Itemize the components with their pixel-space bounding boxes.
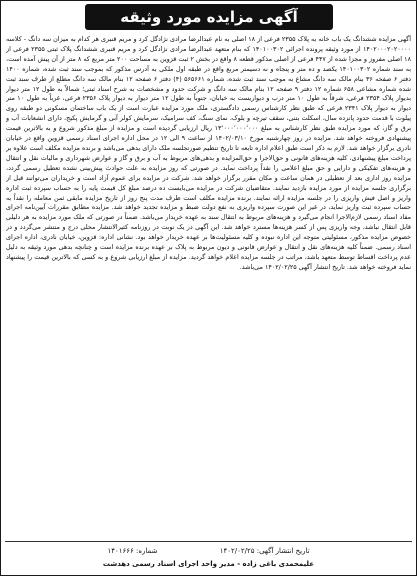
title-banner (85, 4, 333, 30)
publication-date: تاریخ انتشار آگهی: ۱۴۰۲/۰۲/۲۵ (219, 547, 310, 555)
notice-body: آگهی مزایده ششدانگ یک باب خانه به پلاک ۲۳۵۵ فرعی از ۱۸ اصلی به نام عبدالرضا مرادی نژادگل کرد و مریم قنبری هر کدام به میزان سه دانگ - کلاسه ۱۴۰۲۰۰۰۲۰۲۰۰۰۰ از مورد وثیقه پرونده اجرائی ۱۴۰۱۰۰۳۰۲ که بنام متعهد عبدالرضا مرادی نژادگل کرد و مریم قنبری ششدانگ پلاک ثبتی ۲۳۵۵ فرعی از ۱۸ اصلی مفروز و مجزا شده از ۴۴۷ فرعی از اصلی مذکور قطعه ۸ واقع در بخش ۲ ثبت قزوین به مساحت ۲۰۰ متر مربع که ۸ متر از آن پیش آمده است، به سند شماره ۱۴۰۱۰۰۳۰۲ یکصد و ده متر و پنجاه و نه دسیمتر مربع واقع در طبقه اول ملکی به آدرس مذکور که بموجب سند ثبت شده، شماره ۱۴۰۰ دفتر ۶ صفحه ۳۶ بنام مالک سه دانگ مشاع به موجب سند ثبت شده، شماره ۵۶۵۶۶۱ (۴) دفتر ۶ صفحه ۱۲ بنام مالک سه دانگ مطلع از طرف سند ثبت شده شماره مشاعی ۶۵۸ شماره ۱۲ دفتر ۹ صفحه ۱۲ بنام مالک سه دانگ و شرکت حدود و مشخصات به شرح اسناد ثبتی؛ شمالاً به طول ۱۲ متر دیوار بدیوار پلاک ۲۳۵۴ فرعی، شرقاً به طول ۱۰ متر درب و دیواریست به خیابان، جنوباً به طول ۱۲ متر دیوار به دیوار پلاک ۲۳۵۶ فرعی، غرباً به طول ۱۰ متر دیوار به دیوار پلاک ۲۳۴۱ فرعی که طبق نظر کارشناس رسمی دادگستری، ملک مورد مزایده عبارت است از یک باب ساختمان مسکونی دو طبقه روی پیلوت با قدمت حدود پانزده سال، اسکلت بتنی، سقف تیرچه و بلوک، نمای سنگ، کف سرامیک، سرمایش کولر آبی و گرمایش پکیج، دارای انشعابات آب و برق و گاز، که مورد مزایده طبق نظر کارشناس به مبلغ ۱۳٬۰۰۰٬۰۰۰٬۰۰۰ ریال ارزیابی گردیده است و مزایده از مبلغ مذکور شروع و به بالاترین قیمت پیشنهادی فروخته خواهد شد. مزایده در روز چهارشنبه مورخ ۱۴۰۲/۰۳/۱۰ از ساعت ۹ الی ۱۲ در محل اداره اجرای اسناد رسمی قزوین واقع در خیابان نادری برگزار خواهد شد. لازم به ذکر است طبق اعلام اداره تابعه تا تاریخ تنظیم صورتجلسه ملک دارای بدهی می‌باشد و برنده مزایده مکلف است علاوه بر پرداخت مبلغ پیشنهادی، کلیه هزینه‌های قانونی و حق‌الاجرا و حق‌المزایده و بدهی‌های مربوط به آب و برق و گاز و عوارض شهرداری و مالیات نقل و انتقال و هزینه‌های تفکیکی و دارایی و حق مبلغ اعلامی را نقداً پرداخت نماید. در صورتی که روز مزایده به علت حوادث پیش‌بینی نشده تعطیل رسمی گردد، مزایده روز اداری بعد از تعطیلی در همان ساعت و مکان مقرر برگزار خواهد شد. شرکت در مزایده برای عموم آزاد است و خریداران می‌توانند قبل از برگزاری جلسه مزایده از مورد مزایده بازدید نمایند. متقاضیان شرکت در مزایده می‌بایست ده درصد مبلغ کل قیمت پایه را به حساب سپرده ثبت اداره واریز و اصل فیش واریزی را در جلسه مزایده ارائه نمایند. برنده مزایده مکلف است ظرف مدت پنج روز از تاریخ مزایده مابقی ثمن معامله را نقداً به حساب سپرده ثبت واریز نماید، در غیر این صورت سپرده واریزی به نفع دولت ضبط و مزایده تجدید خواهد شد. مزایده مطابق مقررات آیین‌نامه اجرای مفاد اسناد رسمی لازم‌الاجرا انجام می‌گیرد و هزینه‌های مربوط به انتقال سند به عهده خریدار می‌باشد. ضمناً در صورتی که ملک مورد مزایده به هر دلیلی قابل انتقال نباشد، وجه واریزی پس از کسر هزینه‌ها مسترد خواهد شد. این آگهی در یک نوبت در روزنامه کثیرالانتشار محلی درج و منتشر می‌گردد و در خصوص مزایده مذکور، مسئولیتی متوجه این اداره نبوده و کلیه مسئولیت‌ها بر عهده خریدار خواهد بود. نشانی اداره: قزوین، خیابان نادری، اداره اجرای اسناد رسمی. ضمناً کلیه هزینه‌های نقل و انتقال و عوارض قانونی و دیون مربوط به پلاک بر عهده برنده مزایده است و چنانچه بدهی مورد وثیقه به دلیل عدم پرداخت اقساط توسط متعهد باشد، مراتب در جلسه مزایده اعلام خواهد گردید. مزایده از مبلغ ارزیابی شروع و به کسی که بالاترین قیمت را پیشنهاد نماید فروخته خواهد شد. تاریخ انتشار آگهی ۱۴۰۲/۰۲/۲۵ می‌باشد. (6, 35, 411, 271)
divider (5, 541, 412, 542)
notice-title: آگهی مزایده مورد وثیقه (120, 8, 298, 26)
reference-number: شماره: ۱۴۰۱۶۶۶ (107, 547, 158, 555)
publication-info (1, 546, 416, 556)
signature-line: علیمحمدی باغی زاده - مدیر واحد اجرای اسناد رسمی دهدشت (102, 560, 315, 568)
